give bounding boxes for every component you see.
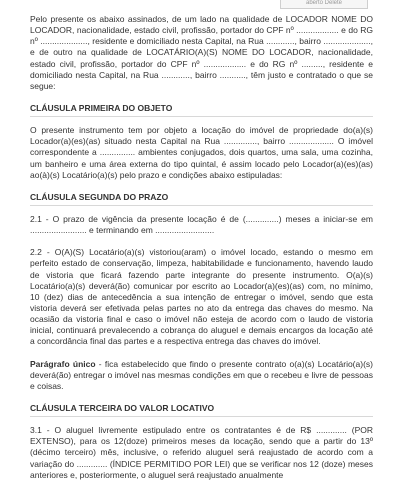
intro-paragraph: Pelo presente os abaixo assinados, de um lado na qualidade de LOCADOR NOME DO LOCADOR, nacionalidade, estado civil, profissão, portador do CPF nº .................. e do RG nº ...................., residente e domiciliado nesta Capital, na Rua ............, bairro ...................., e de outro na qualidade de LOCATÁRIO(A)(S) NOME DO LOCADOR, nacionalidade, estado civil, profissão, portador do CPF nº .................. e do RG nº ........., residente e domiciliado nesta Capital, na Rua ............, bairro ..........., têm justo e contratado o que se segue: — [30, 14, 373, 91]
clause3-heading: CLÁUSULA TERCEIRA DO VALOR LOCATIVO — [30, 403, 373, 417]
clause2-heading: CLÁUSULA SEGUNDA DO PRAZO — [30, 192, 373, 206]
sole-paragraph-label: Parágrafo único — [30, 358, 96, 369]
document-toolbar[interactable] — [280, 0, 368, 9]
contract-document — [30, 14, 373, 481]
clause1-heading: CLÁUSULA PRIMEIRA DO OBJETO — [30, 103, 373, 117]
clause1-text: O presente instrumento tem por objeto a locação do imóvel de propriedade do(a)(s) Locador(a)(es)(as) situado nesta Capital na Rua .............., bairro ................... O imóvel correspondente a ............... ambientes conjugados, dois quartos, uma sala, uma cozinha, um banheiro e uma área externa do tipo quintal, é assim locado pelo Locador(a)(es)(as) ao(à)(s) Locatário(a)(s) pelo prazo e condições abaixo estipuladas: — [30, 125, 373, 180]
clause2-sole-paragraph — [30, 359, 373, 392]
sole-paragraph-text: - fica estabelecido que findo o presente contrato o(a)(s) Locatário(a)(s) deverá(ão) entregar o imóvel nas mesmas condições em que o recebeu e livre de pessoas e coisas. — [30, 358, 373, 391]
clause2-item2: 2.2 - O(A)(S) Locatário(a)(s) vistoriou(aram) o imóvel locado, estando o mesmo em perfeito estado de conservação, limpeza, habitabilidade e funcionamento, havendo laudo de vistoria que ficará fazendo parte integrante do presente instrumento. O(a)(s) Locatário(a)(s) deverá(ão) comunicar por escrito ao Locador(a)(es)(as) com, no mínimo, 10 (dez) dias de antecedência a sua intenção de entregar o imóvel, sendo que esta vistoria deverá ser efetivada pelas partes no ato da entrega das chaves do mesmo. Na ocasião da vistoria final e caso o imóvel não esteja de acordo com o laudo de vistoria inicial, continuará prevalecendo a cobrança do aluguel e demais encargos da locação até a concordância final das partes e a respectiva entrega das chaves do imóvel. — [30, 247, 373, 347]
toolbar-label: aberto Delete — [305, 0, 343, 6]
clause2-item1: 2.1 - O prazo de vigência da presente locação é de (..............) meses a iniciar-se em ........................ e terminando em ......................... — [30, 213, 373, 236]
clause3-item1: 3.1 - O aluguel livremente estipulado entre os contratantes é de R$ ............. (POR EXTENSO), para os 12(doze) primeiros meses da locação, sendo que a partir do 13º (décimo terceiro) mês, inclusive, o referido aluguel será reajustado de acordo com a variação do ............. (ÍNDICE PERMITIDO POR LEI) que se verificar nos 12 (doze) meses anteriores e, posteriormente, o aluguel será reajustado anualmente — [30, 425, 373, 480]
